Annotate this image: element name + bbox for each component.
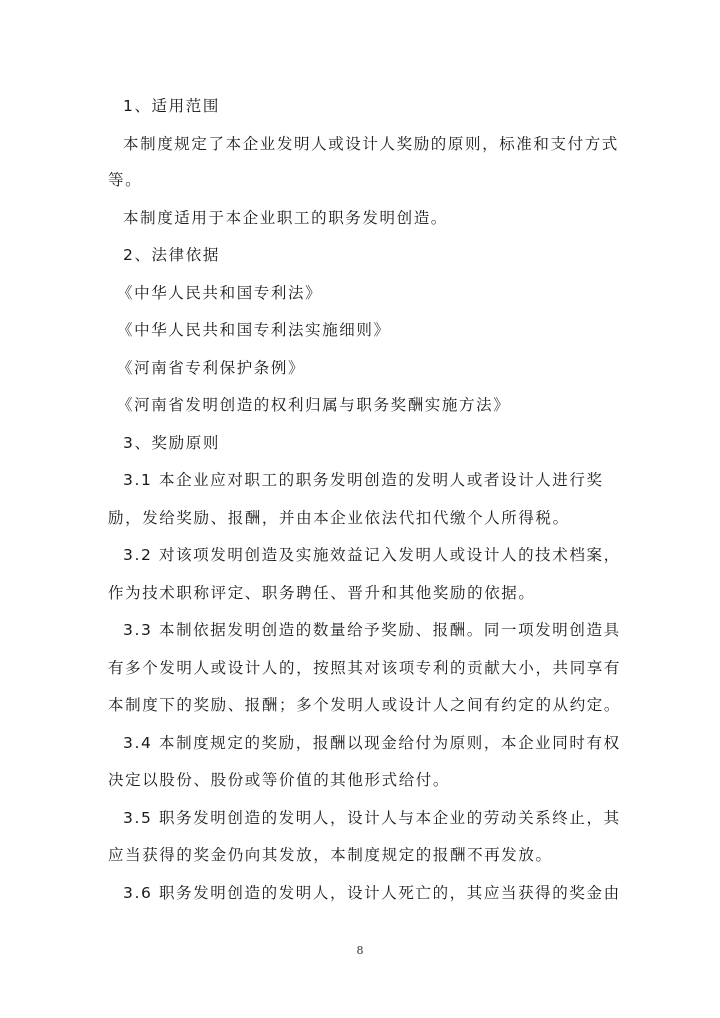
paragraph-line: 应当获得的奖金仍向其发放，本制度规定的报酬不再发放。 (108, 846, 553, 864)
paragraph-line: 本制度下的奖励、报酬；多个发明人或设计人之间有约定的从约定。 (108, 696, 622, 714)
paragraph-line: 3.3 本制依据发明创造的数量给予奖励、报酬。同一项发明创造具 (123, 621, 621, 639)
paragraph-line: 3.5 职务发明创造的发明人，设计人与本企业的劳动关系终止，其 (123, 809, 621, 827)
paragraph-line: 3.4 本制度规定的奖励，报酬以现金给付为原则，本企业同时有权 (123, 734, 621, 752)
paragraph-line: 决定以股份、股份或等价值的其他形式给付。 (108, 771, 451, 789)
paragraph-line: 本制度适用于本企业职工的职务发明创造。 (123, 209, 448, 227)
paragraph-line: 3.6 职务发明创造的发明人，设计人死亡的，其应当获得的奖金由 (123, 884, 621, 902)
paragraph-line: 3.2 对该项发明创造及实施效益记入发明人或设计人的技术档案， (123, 546, 621, 564)
paragraph-line: 作为技术职称评定、职务聘任、晋升和其他奖励的依据。 (108, 584, 536, 602)
section-heading-scope: 1、适用范围 (123, 97, 220, 115)
paragraph-line: 3.1 本企业应对职工的职务发明创造的发明人或者设计人进行奖 (123, 471, 604, 489)
law-reference: 《中华人民共和国专利法》 (117, 284, 323, 302)
paragraph-line: 励，发给奖励、报酬，并由本企业依法代扣代缴个人所得税。 (108, 509, 570, 527)
page-number: 8 (356, 944, 364, 957)
law-reference: 《河南省发明创造的权利归属与职务奖酬实施方法》 (117, 396, 511, 414)
paragraph-line: 等。 (108, 171, 143, 189)
law-reference: 《河南省专利保护条例》 (117, 359, 306, 377)
paragraph-line: 本制度规定了本企业发明人或设计人奖励的原则，标准和支付方式 (123, 135, 619, 153)
section-heading-principles: 3、奖励原则 (123, 434, 220, 452)
paragraph-line: 有多个发明人或设计人的，按照其对该项专利的贡献大小，共同享有 (108, 659, 622, 677)
section-heading-legal-basis: 2、法律依据 (123, 246, 220, 264)
law-reference: 《中华人民共和国专利法实施细则》 (117, 321, 391, 339)
